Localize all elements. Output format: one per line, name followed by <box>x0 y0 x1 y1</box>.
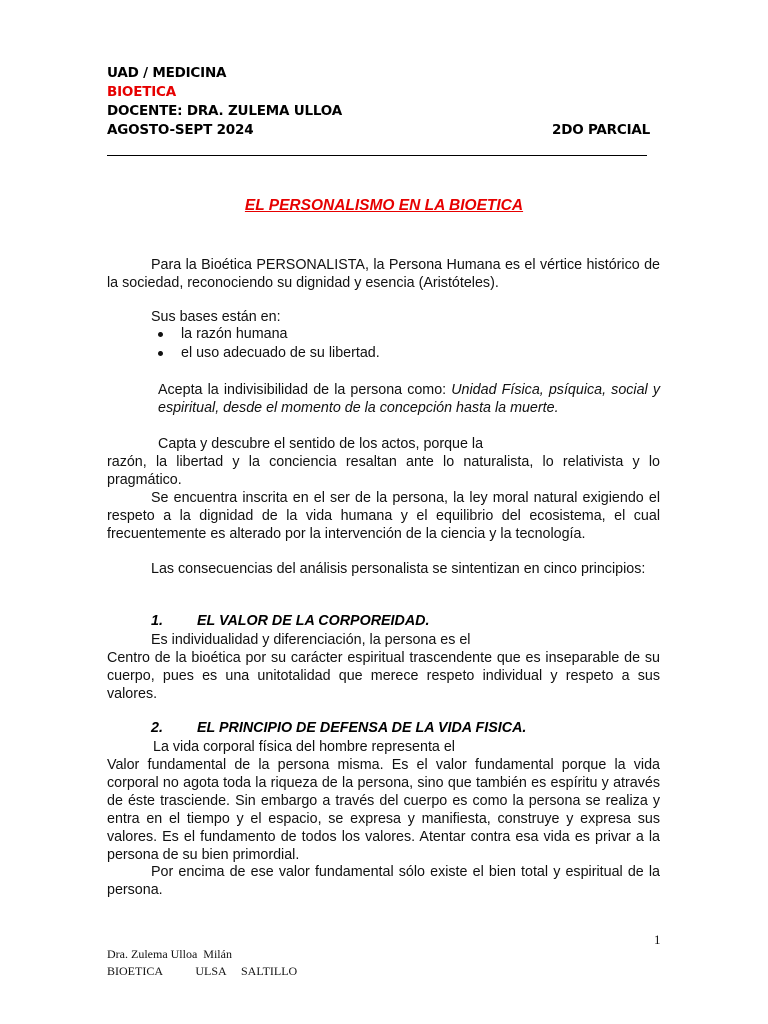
list-item: la razón humana <box>155 325 380 344</box>
inscrita-paragraph: Se encuentra inscrita en el ser de la persona, la ley moral natural exigiendo el respeto a la dignidad de la vida humana y el equilibrio del ecosistema, el cual frecuentemente es alterado por la intervención de la ciencia y la tecnología. <box>107 490 660 542</box>
bullet-icon <box>158 351 163 356</box>
intro-paragraph <box>107 256 660 292</box>
header-period: AGOSTO-SEPT 2024 <box>107 122 254 138</box>
consecuencias-paragraph: Las consecuencias del análisis personalista se sintentizan en cinco principios: <box>151 561 646 577</box>
indivisibility-paragraph: Acepta la indivisibilidad de la persona como: Unidad Física, psíquica, social y espiritual, desde el momento de la concepción hasta la muerte. <box>158 382 660 416</box>
header-subject: BIOETICA <box>107 84 176 100</box>
section-1-body: Es individualidad y diferenciación, la persona es el Centro de la bioética por su carácter espiritual trascendente que es inseparable de su cuerpo, pues es una unitotalidad que merece respeto individual y respeto a sus valores. <box>107 632 660 702</box>
section-1-heading: 1. EL VALOR DE LA CORPOREIDAD. <box>151 613 430 629</box>
section-2-body: La vida corporal física del hombre representa el Valor fundamental de la persona misma. Es el valor fundamental porque la vida corporal no agota toda la riqueza de la persona, sino que también es espíritu y através de éste trasciende. Sin embargo a través del cuerpo es como la persona se realiza y entra en el tiempo y el espacio, se expresa y manifiesta, construye y expresa sus valores. Es el fundamento de todos los valores. Atentar contra esa vida es privar a la persona de su bien primordial. <box>107 739 660 863</box>
section-2-heading: 2. EL PRINCIPIO DE DEFENSA DE LA VIDA FISICA. <box>151 720 527 736</box>
footer-author: Dra. Zulema Ulloa Milán <box>107 947 232 961</box>
footer-course: BIOETICA ULSA SALTILLO <box>107 964 298 978</box>
list-item: el uso adecuado de su libertad. <box>155 344 380 363</box>
page-number: 1 <box>654 932 661 947</box>
document-title: EL PERSONALISMO EN LA BIOETICA <box>244 197 524 214</box>
header-rule <box>107 155 647 156</box>
header-institution: UAD / MEDICINA <box>107 65 227 81</box>
capta-paragraph: Capta y descubre el sentido de los actos, porque la razón, la libertad y la conciencia resaltan ante lo naturalista, lo relativista y lo pragmático. <box>107 436 660 488</box>
header-teacher: DOCENTE: DRA. ZULEMA ULLOA <box>107 103 342 119</box>
header-exam: 2DO PARCIAL <box>552 122 651 138</box>
section-2-extra: Por encima de ese valor fundamental sólo existe el bien total y espiritual de la persona. <box>107 864 660 898</box>
intro-text: Para la Bioética PERSONALISTA, la Persona Humana es el vértice histórico de la sociedad, reconociendo su dignidad y esencia (Aristóteles). <box>107 257 660 291</box>
bases-list <box>155 325 380 362</box>
bullet-icon <box>158 332 163 337</box>
bases-intro: Sus bases están en: <box>151 309 281 325</box>
indivisibility-italic: Unidad Física, psíquica, social y espiritual, desde el momento de la concepción hasta la muerte. <box>158 382 660 416</box>
